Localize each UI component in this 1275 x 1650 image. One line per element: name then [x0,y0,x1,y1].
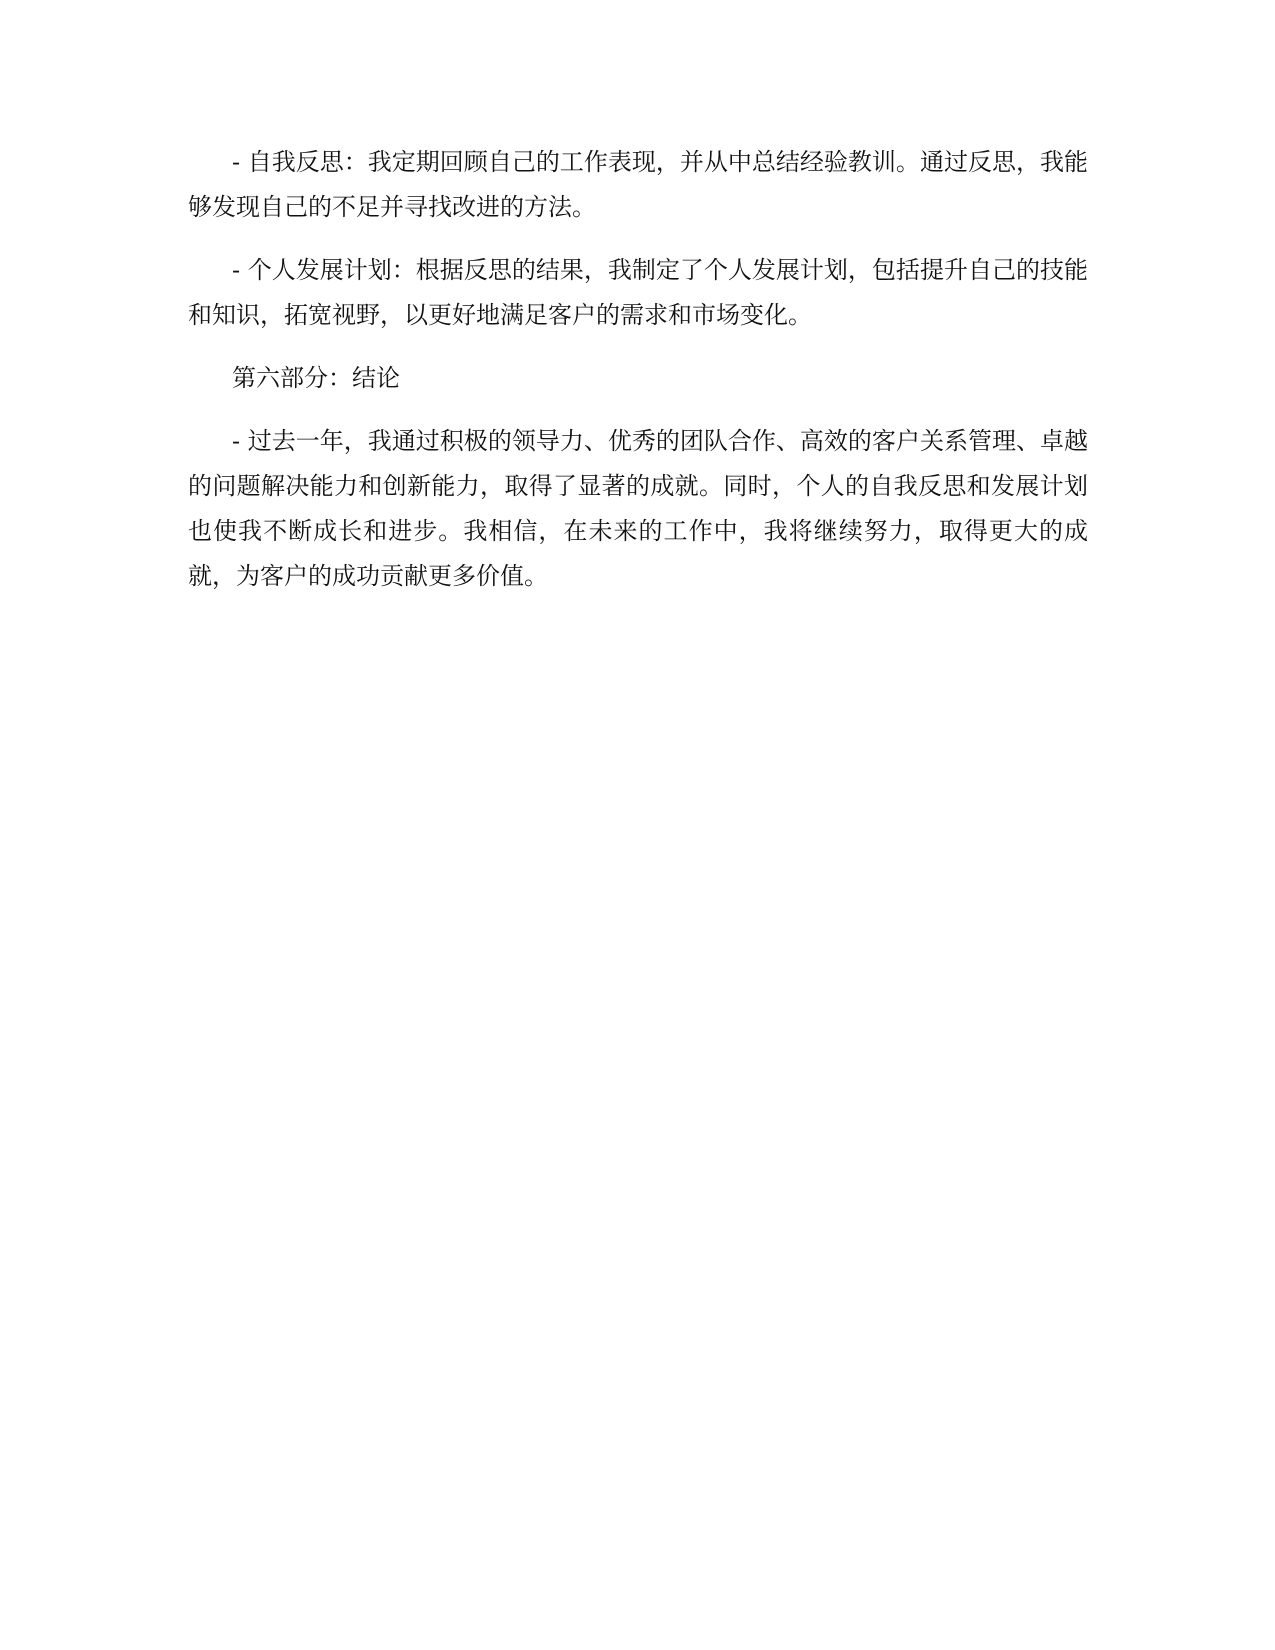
paragraph-conclusion: - 过去一年，我通过积极的领导力、优秀的团队合作、高效的客户关系管理、卓越的问题解决能力和创新能力，取得了显著的成就。同时，个人的自我反思和发展计划也使我不断成长和进步。我相信，在未来的工作中，我将继续努力，取得更大的成就，为客户的成功贡献更多价值。 [188,427,1088,590]
paragraph-self-reflection: - 自我反思：我定期回顾自己的工作表现，并从中总结经验教训。通过反思，我能够发现自己的不足并寻找改进的方法。 [188,148,1088,221]
paragraph-development-plan: - 个人发展计划：根据反思的结果，我制定了个人发展计划，包括提升自己的技能和知识，拓宽视野，以更好地满足客户的需求和市场变化。 [188,256,1088,329]
document-body [188,140,1088,617]
section-heading: 第六部分：结论 [232,364,400,392]
